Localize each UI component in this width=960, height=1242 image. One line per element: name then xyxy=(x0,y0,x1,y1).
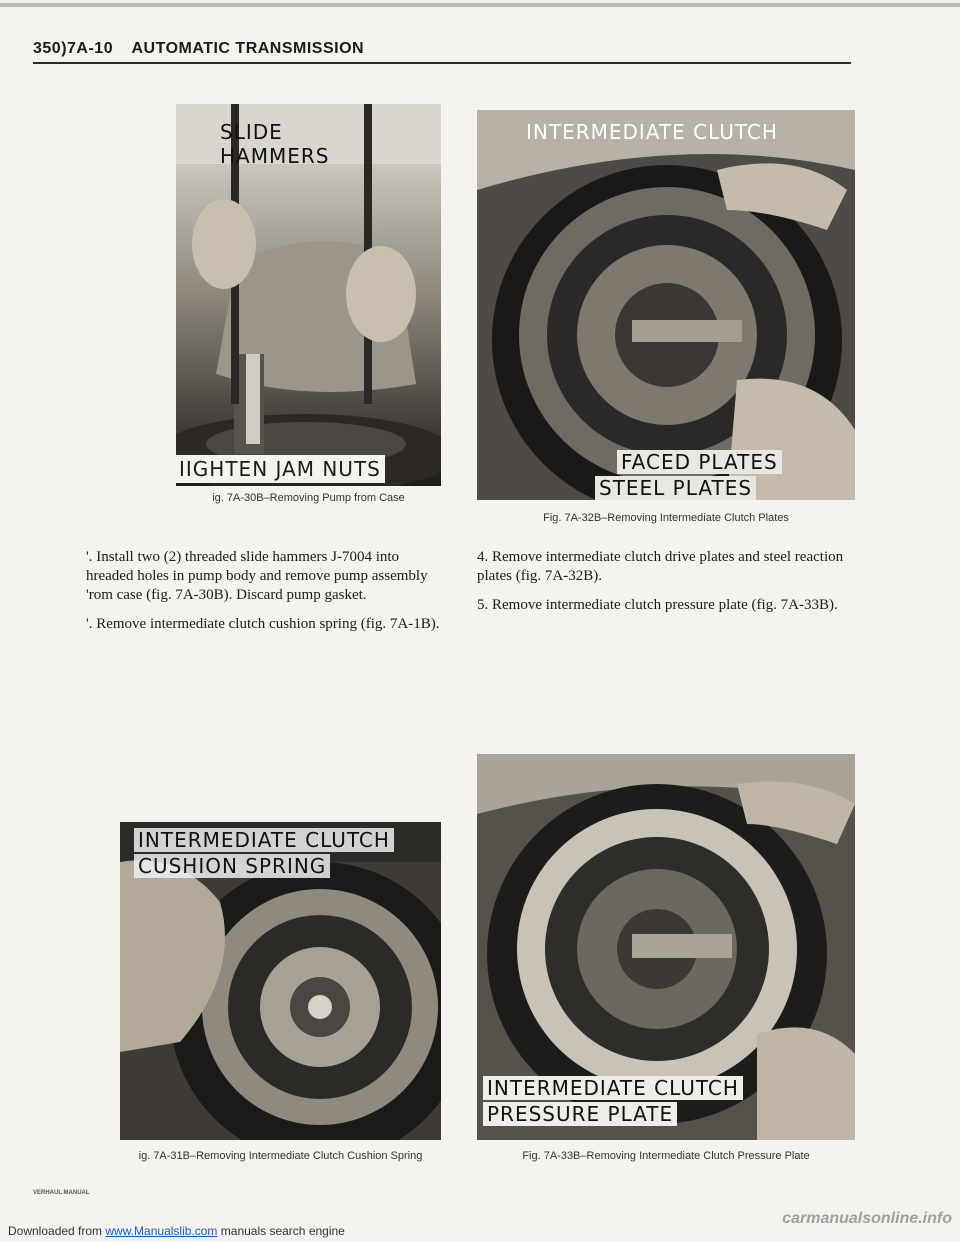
left-column-text xyxy=(86,548,448,644)
figure-33b-caption: Fig. 7A-33B–Removing Intermediate Clutch Pressure Plate xyxy=(522,1150,810,1162)
step-4-remove-plates: 4. Remove intermediate clutch drive plates and steel reaction plates (fig. 7A-32B). xyxy=(477,549,844,584)
cushion-label-2: CUSHION SPRING xyxy=(134,854,330,878)
download-prefix: Downloaded from xyxy=(8,1224,106,1238)
steel-plates-label: STEEL PLATES xyxy=(595,476,756,500)
figure-31b-caption: ig. 7A-31B–Removing Intermediate Clutch Cushion Spring xyxy=(138,1150,423,1162)
intermediate-clutch-label: INTERMEDIATE CLUTCH xyxy=(526,120,778,144)
header-rule xyxy=(33,62,851,64)
top-border xyxy=(0,3,960,7)
clutch-plates-image xyxy=(477,110,855,500)
step-install-slide-hammers: '. Install two (2) threaded slide hammers J-7004 into hreaded holes in pump body and remove pump assembly 'rom case (fig. 7A-30B). Discard pump gasket. xyxy=(86,549,428,603)
slide-label: SLIDE xyxy=(220,120,283,144)
section-title: AUTOMATIC TRANSMISSION xyxy=(131,40,365,57)
faced-plates-label: FACED PLATES xyxy=(617,450,782,474)
page-header xyxy=(33,40,364,58)
watermark-text: carmanualsonline.info xyxy=(782,1210,952,1227)
cushion-label-1: INTERMEDIATE CLUTCH xyxy=(134,828,394,852)
figure-30b-caption: ig. 7A-30B–Removing Pump from Case xyxy=(212,492,405,504)
pressure-label-1: INTERMEDIATE CLUTCH xyxy=(483,1076,743,1100)
figure-33b-photo xyxy=(477,754,855,1140)
figure-31b-photo xyxy=(120,822,441,1140)
figure-32b-photo xyxy=(477,110,855,500)
right-column-text xyxy=(477,548,855,625)
manualslib-link[interactable]: www.Manualslib.com xyxy=(105,1224,218,1238)
pressure-label-2: PRESSURE PLATE xyxy=(483,1102,677,1126)
tighten-jam-nuts-label: IIGHTEN JAM NUTS xyxy=(175,455,385,483)
hammers-label: HAMMERS xyxy=(220,144,330,168)
figure-30b-photo xyxy=(176,104,441,486)
step-5-remove-pressure-plate: 5. Remove intermediate clutch pressure plate (fig. 7A-33B). xyxy=(477,597,838,613)
download-suffix: manuals search engine xyxy=(217,1224,345,1238)
download-notice xyxy=(8,1224,345,1238)
figure-32b-caption: Fig. 7A-32B–Removing Intermediate Clutch Plates xyxy=(543,512,789,524)
page-number: 350)7A-10 xyxy=(33,40,114,57)
manual-footer: VERHAUL MANUAL xyxy=(33,1190,90,1196)
step-remove-cushion-spring: '. Remove intermediate clutch cushion spring (fig. 7A-1B). xyxy=(86,616,440,632)
